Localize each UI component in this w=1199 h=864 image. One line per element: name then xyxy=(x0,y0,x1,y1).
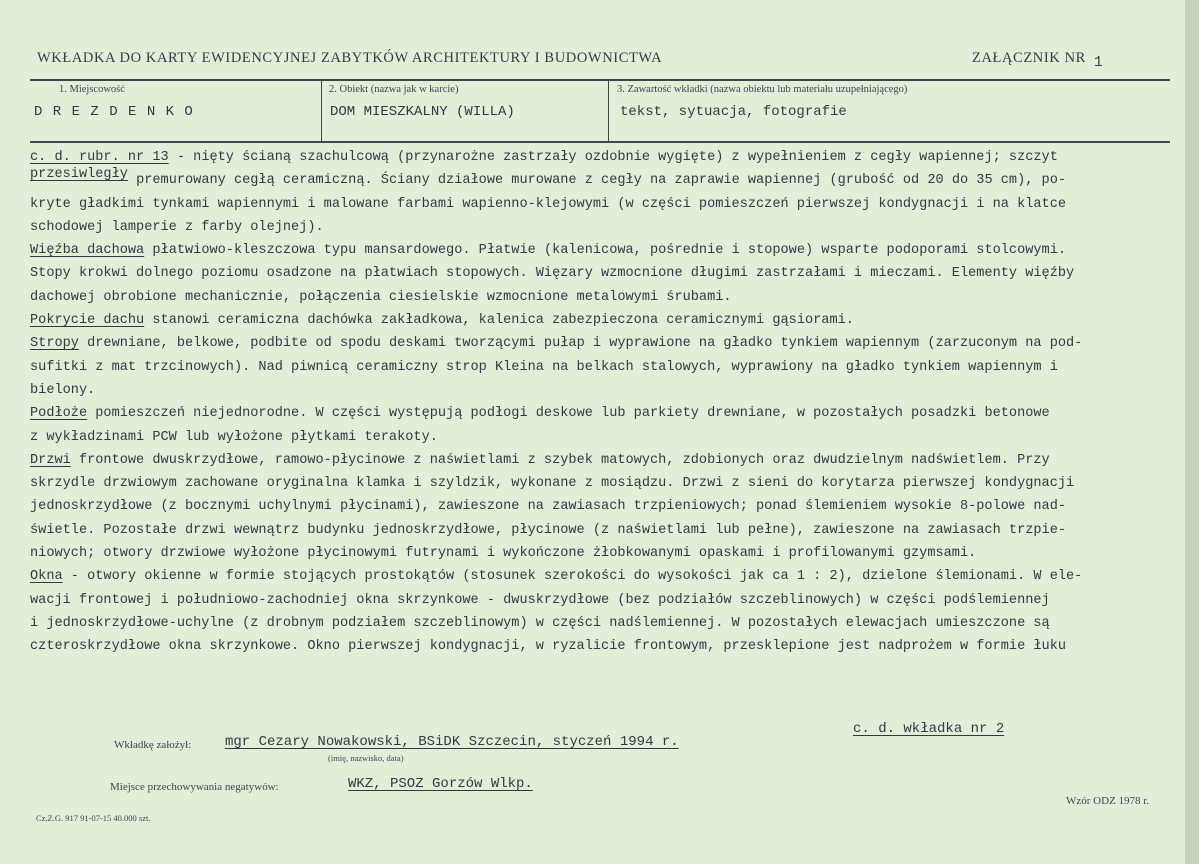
annex-number: 1 xyxy=(1093,55,1104,71)
section-heading: c. d. rubr. nr 13 xyxy=(30,150,169,165)
section-heading: przesiwległy xyxy=(30,167,128,183)
text-line: czteroskrzydłowe okna skrzynkowe. Okno pierwszej kondygnacji, w ryzalicie frontowym, przesklepione jest nadprożem w formie łuku xyxy=(30,639,1067,655)
description-text xyxy=(30,146,1172,659)
cell-divider-1 xyxy=(321,79,322,142)
author-label: Wkładkę założył: xyxy=(114,739,192,751)
author-value: mgr Cezary Nowakowski, BSiDK Szczecin, styczeń 1994 r. xyxy=(225,734,679,750)
section-heading: Okna xyxy=(30,569,63,585)
section-heading: Stropy xyxy=(30,336,79,352)
form-title: WKŁADKA DO KARTY EWIDENCYJNEJ ZABYTKÓW ARCHITEKTURY I BUDOWNICTWA xyxy=(37,50,663,66)
section-heading: Pokrycie dachu xyxy=(30,313,145,329)
header-rule-top xyxy=(30,79,1170,81)
text-run: frontowe dwuskrzydłowe, ramowo-płycinowe z naświetlami z szybek matowych, zdobionych oraz dwudzielnym nadświetlem. Przy xyxy=(70,452,1050,468)
text-run: premurowany cegłą ceramiczną. Ściany działowe murowane z cegły na zaprawie wapiennej (grubość od 20 do 35 cm), po- xyxy=(127,173,1067,189)
object-label: 2. Obiekt (nazwa jak w karcie) xyxy=(329,84,459,95)
text-line xyxy=(30,146,1172,169)
section-heading: Więźba dachowa xyxy=(30,243,145,259)
annex-label xyxy=(972,50,1104,71)
place-value: D R E Z D E N K O xyxy=(34,104,194,120)
text-line: schodowej lamperie z farby olejnej). xyxy=(30,219,324,235)
text-line: jednoskrzydłowe (z bocznymi uchylnymi płycinami), zawieszone na zawiasach trzpieniowych; ponad ślemieniem wysokie 8-polowe nad- xyxy=(30,499,1067,515)
storage-value: WKZ, PSOZ Gorzów Wlkp. xyxy=(348,776,533,792)
section-heading: Podłoże xyxy=(30,406,88,422)
text-line: świetle. Pozostałe drzwi wewnątrz budynku jednoskrzydłowe, płycinowe (z naświetlami lub pełne), zawieszone na zawiasach trzpie- xyxy=(30,522,1067,538)
text-line: kryte gładkimi tynkami wapiennymi i malowane farbami wapienno-klejowymi (w części pomieszczeń pierwszej kondygnacji i na klatce xyxy=(30,196,1067,212)
text-run: płatwiowo-kleszczowa typu mansardowego. Płatwie (kalenicowa, pośrednie i stopowe) wsparte podoporami stolcowymi. xyxy=(144,243,1067,259)
text-line: niowych; otwory drzwiowe wyłożone płycinowymi futrynami i wykończone żłobkowanymi opaskami i profilowanymi gzymsami. xyxy=(30,546,977,562)
text-line: wacji frontowej i południowo-zachodniej okna skrzynkowe - dwuskrzydłowe (bez podziałów szczeblinowych) w części podślemiennej xyxy=(30,592,1050,608)
content-value: tekst, sytuacja, fotografie xyxy=(620,104,847,120)
text-line xyxy=(30,309,1172,332)
section-heading: Drzwi xyxy=(30,452,71,468)
text-line xyxy=(30,332,1172,355)
text-line xyxy=(30,402,1172,425)
object-value: DOM MIESZKALNY (WILLA) xyxy=(330,104,515,120)
text-run: pomieszczeń niejednorodne. W części występują podłogi deskowe lub parkiety drewniane, w pozostałych posadzki betonowe xyxy=(87,406,1050,422)
text-line: dachowej obrobione mechanicznie, połączenia ciesielskie wzmocnione metalowymi śrubami. xyxy=(30,289,732,305)
text-run: - otwory okienne w formie stojących prostokątów (stosunek szerokości do wysokości jak ca 1 : 2), dzielone ślemionami. W ele- xyxy=(62,569,1083,585)
template-label: Wzór ODZ 1978 r. xyxy=(1066,795,1150,807)
annex-label-text: ZAŁĄCZNIK NR xyxy=(972,50,1086,66)
header-rule-bottom xyxy=(30,141,1170,143)
text-line xyxy=(30,565,1172,588)
text-line xyxy=(30,239,1172,262)
text-line: bielony. xyxy=(30,382,96,398)
text-line: i jednoskrzydłowe-uchylne (z drobnym podziałem szczeblinowym) w części nadślemiennej. W pozostałych elewacjach umieszczone są xyxy=(30,615,1050,631)
text-line: skrzydle drzwiowym zachowane oryginalna klamka i szyldzik, wykonane z mosiądzu. Drzwi z sieni do korytarza pierwszej kondygnacji xyxy=(30,476,1075,492)
cell-divider-2 xyxy=(608,79,609,142)
text-run: stanowi ceramiczna dachówka zakładkowa, kalenica zabezpieczona ceramicznymi gąsiorami. xyxy=(144,313,854,329)
text-line: sufitki z mat trzcinowych). Nad piwnicą ceramiczny strop Kleina na belkach stalowych, wyprawiony na gładko tynkiem wapiennym i xyxy=(30,359,1058,375)
text-run: drewniane, belkowe, podbite od spodu deskami tworzącymi pułap i wyprawione na gładko tynkiem wapiennym (zarzuconym na pod- xyxy=(78,336,1083,352)
continued-note: c. d. wkładka nr 2 xyxy=(853,721,1005,737)
text-run: - nięty ścianą szachulcową (przynarożne zastrzały ozdobnie wygięte) z wypełnieniem z cegły wapiennej; szczyt xyxy=(168,150,1058,165)
place-label: 1. Miejscowość xyxy=(59,84,125,95)
text-line: z wykładzinami PCW lub wyłożone płytkami terakoty. xyxy=(30,429,438,445)
content-label: 3. Zawartość wkładki (nazwa obiektu lub materiału uzupełniającego) xyxy=(617,84,908,95)
print-code: Cz.Z.G. 917 91-07-15 40.000 szt. xyxy=(36,813,151,823)
text-line xyxy=(30,449,1172,472)
author-hint: (imię, nazwisko, data) xyxy=(328,753,404,763)
text-line xyxy=(30,169,1172,192)
storage-label: Miejsce przechowywania negatywów: xyxy=(110,781,279,793)
text-line: Stopy krokwi dolnego poziomu osadzone na płatwiach stopowych. Więzary wzmocnione długimi zastrzałami i mieczami. Elementy więźby xyxy=(30,266,1075,282)
